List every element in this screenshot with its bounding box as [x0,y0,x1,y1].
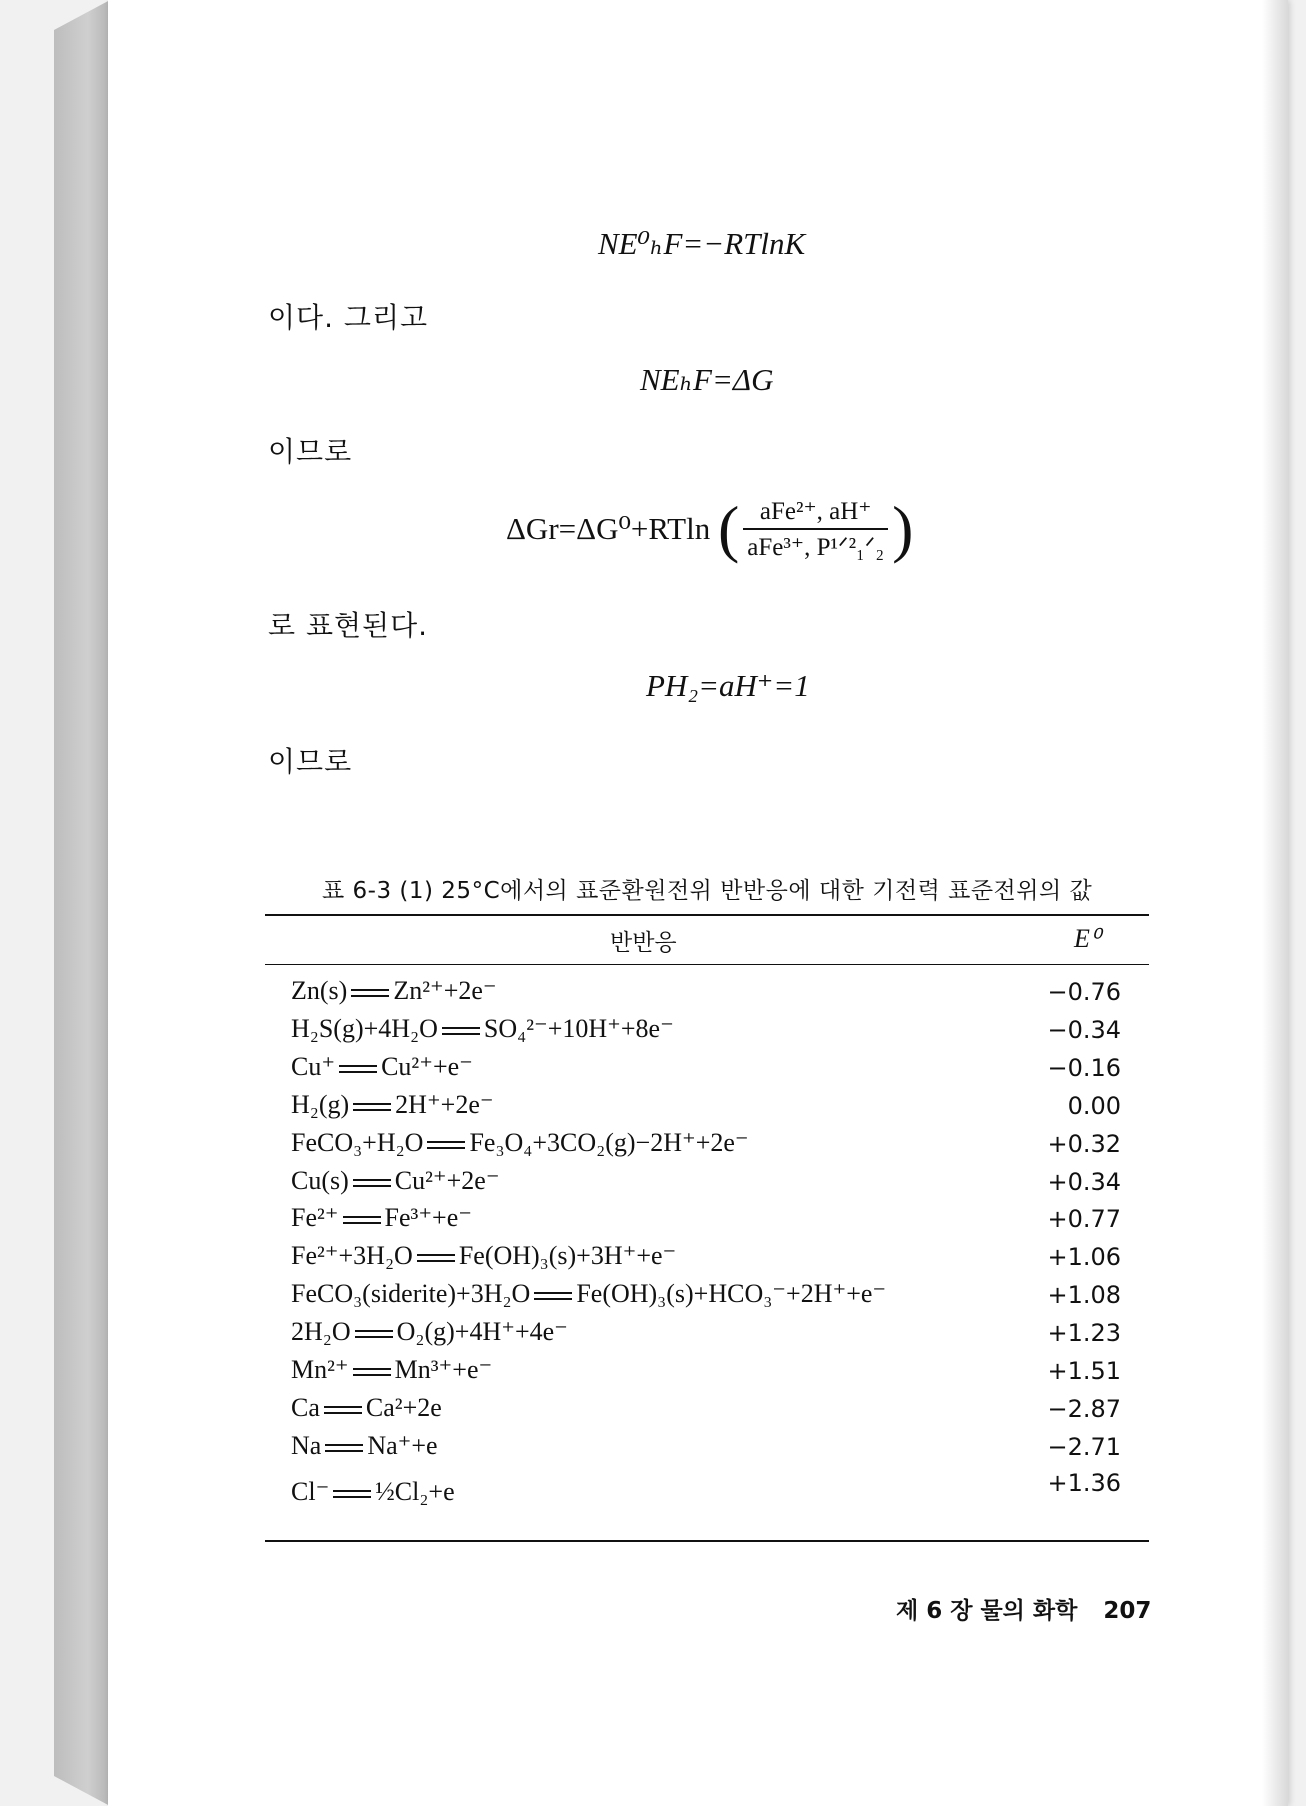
reaction-left: FeCO₃(siderite)+3H₂O [291,1279,531,1309]
reaction-left: Na [291,1430,322,1460]
reaction-left: Fe²⁺+3H₂O [291,1241,413,1271]
paragraph-4: 이므로 [268,745,353,778]
potential-value: +1.36 [1047,1468,1121,1497]
equilibrium-arrow-icon [442,1025,480,1037]
reaction [291,1431,438,1461]
reaction-left: Cu⁺ [291,1051,336,1081]
potential-value: 0.00 [1067,1091,1121,1120]
equilibrium-arrow-icon [353,1177,391,1189]
potential-value: −0.34 [1047,1015,1121,1044]
table-row [291,1128,1121,1164]
reaction [291,1355,492,1385]
reaction-right: Fe₃O₄+3CO₂(g)−2H⁺+2e⁻ [469,1127,749,1157]
table-row [291,1355,1121,1391]
equilibrium-arrow-icon [343,1214,381,1226]
reaction-right: SO₄²⁻+10H⁺+8e⁻ [483,1013,674,1043]
reaction-left: H₂(g) [291,1089,350,1119]
potential-value: +0.77 [1047,1205,1121,1234]
equilibrium-arrow-icon [333,1488,371,1500]
reaction-right: Cu²⁺+e⁻ [381,1051,473,1081]
reaction [291,1317,568,1347]
reaction-left: Mn²⁺ [291,1355,349,1384]
table-row [291,1468,1121,1513]
reaction-left: Cu(s) [291,1165,349,1195]
potential-value: +1.08 [1047,1281,1121,1310]
reaction [291,976,497,1006]
reaction-left: Fe²⁺ [291,1203,339,1233]
reaction [291,1014,674,1044]
equation-2: NEₕF=ΔG [640,362,774,397]
table-row [291,1317,1121,1353]
paragraph-1: 이다. 그리고 [268,301,429,334]
reaction-left: FeCO₃+H₂O [291,1127,424,1157]
equation-3-left: ΔGr=ΔG⁰+RTln [506,511,711,546]
potential-value: +1.51 [1047,1357,1121,1385]
reaction-right: Na⁺+e [367,1430,438,1460]
reaction [291,1166,500,1196]
reaction-right: Cu²⁺+2e⁻ [394,1165,500,1195]
equation-3-numerator: aFe²⁺, aH⁺ [743,496,888,530]
chapter-title: 제 6 장 물의 화학 [896,1598,1078,1624]
table-header-reaction: 반반응 [610,930,677,956]
reaction-right: Ca²+2e [365,1392,442,1422]
page-number: 207 [1103,1598,1152,1624]
reaction [291,1128,749,1158]
reaction-left: Zn(s) [291,976,348,1005]
paragraph-3: 로 표현된다. [268,609,429,642]
table-header-value: E⁰ [1074,924,1101,953]
reaction [291,1241,676,1271]
potential-value: +1.23 [1047,1319,1121,1348]
table-row [291,1014,1121,1050]
equation-4: PH₂=aH⁺=1 [646,668,810,703]
reaction-right: ½Cl₂+e [375,1476,455,1506]
table-row [291,1203,1121,1239]
table-header-rule [265,964,1149,965]
table-row [291,1052,1121,1088]
reaction [291,1203,472,1233]
potential-value: −2.87 [1047,1394,1121,1423]
table-row [291,976,1121,1012]
reaction-right: Mn³⁺+e⁻ [394,1355,493,1384]
equilibrium-arrow-icon [324,1404,362,1416]
table-row [291,1279,1121,1315]
equilibrium-arrow-icon [351,987,389,999]
equation-3 [506,493,914,564]
equation-3-fraction [743,496,888,562]
reaction [291,1477,455,1507]
table-row [291,1241,1121,1277]
reaction-right: Fe³⁺+e⁻ [384,1203,472,1233]
table-row [291,1090,1121,1126]
table-row [291,1166,1121,1202]
reaction-left: 2H₂O [291,1317,351,1347]
equilibrium-arrow-icon [339,1063,377,1075]
table-top-rule [265,914,1149,916]
potential-value: +0.32 [1047,1129,1121,1158]
equilibrium-arrow-icon [353,1366,391,1378]
book-spine [54,0,110,1806]
potential-value: −0.76 [1047,978,1121,1006]
reaction-right: Fe(OH)₃(s)+3H⁺+e⁻ [458,1241,677,1271]
reaction-right: Fe(OH)₃(s)+HCO₃⁻+2H⁺+e⁻ [576,1279,887,1309]
reaction [291,1052,473,1082]
table-row [291,1393,1121,1429]
page-footer [896,1592,1151,1625]
potential-value: +0.34 [1047,1167,1121,1196]
reaction [291,1393,442,1423]
reaction-right: O₂(g)+4H⁺+4e⁻ [396,1317,568,1347]
equation-3-denominator: aFe³⁺, P¹ᐟ²₁ᐟ₂ [747,534,885,561]
equilibrium-arrow-icon [355,1328,393,1340]
equilibrium-arrow-icon [427,1139,465,1151]
reaction-left: Cl⁻ [291,1476,330,1506]
table-row [291,1431,1121,1467]
reaction-right: Zn²⁺+2e⁻ [393,976,497,1005]
book-page [108,0,1288,1806]
open-paren: ( [717,493,740,564]
equilibrium-arrow-icon [353,1101,391,1113]
potential-value: −0.16 [1047,1053,1121,1082]
reaction-right: 2H⁺+2e⁻ [395,1089,494,1119]
reaction-left: H₂S(g)+4H₂O [291,1013,438,1043]
close-paren: ) [892,493,914,564]
potential-value: +1.06 [1047,1243,1121,1272]
potential-value: −2.71 [1047,1432,1121,1461]
reaction [291,1090,494,1120]
table-caption: 표 6-3 (1) 25°C에서의 표준환원전위 반반응에 대한 기전력 표준전위의 값 [322,878,1093,904]
equilibrium-arrow-icon [534,1290,572,1302]
table-bottom-rule [265,1540,1149,1542]
equation-1: NE⁰ₕF=−RTlnK [598,226,806,261]
equilibrium-arrow-icon [325,1442,363,1454]
reaction [291,1279,886,1309]
paragraph-2: 이므로 [268,435,353,468]
page-edge-shade [1262,0,1288,1806]
reaction-left: Ca [291,1392,320,1422]
equilibrium-arrow-icon [417,1252,455,1264]
